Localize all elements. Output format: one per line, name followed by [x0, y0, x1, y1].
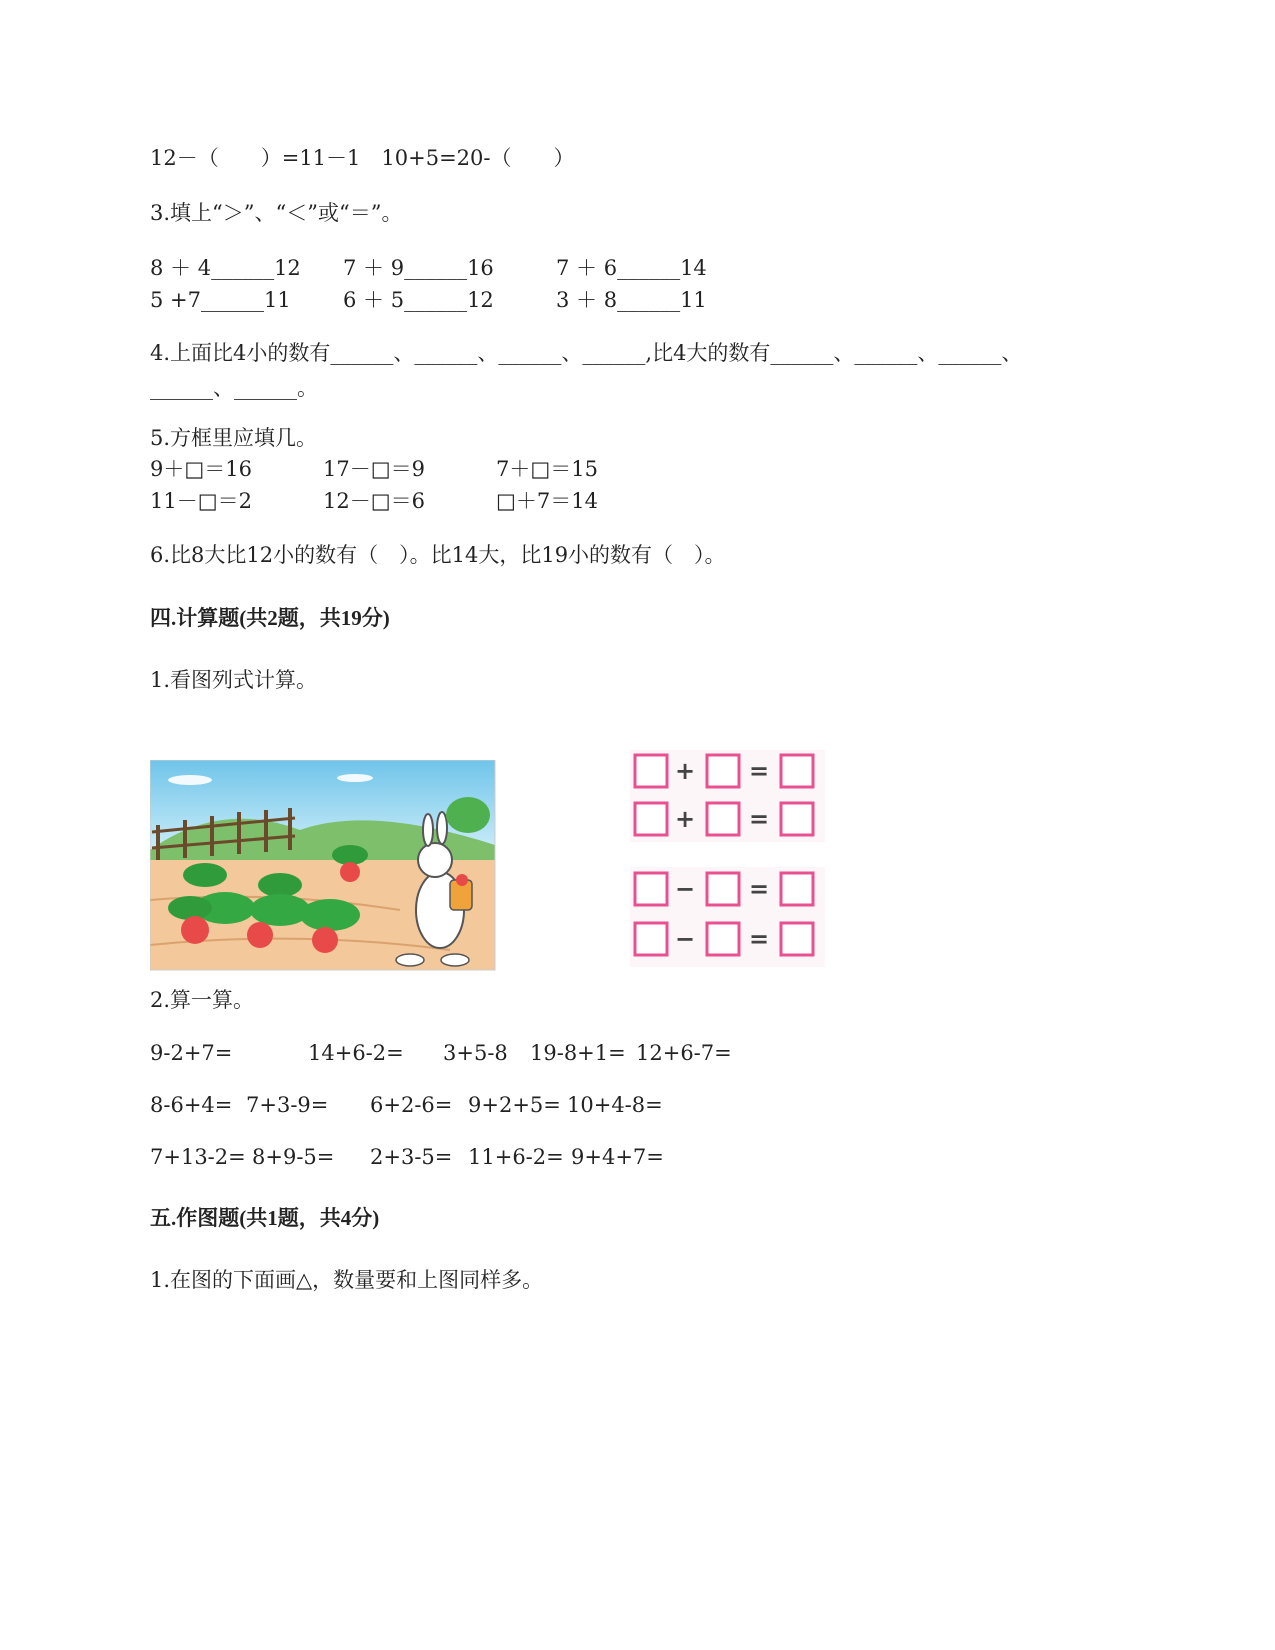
answer-box	[635, 755, 667, 787]
equation-boxes-figure	[625, 745, 840, 980]
line-top-equations: 12－（ ）=11－1 10+5=20-（ ）	[150, 146, 575, 170]
q3-item: 7 ＋ 6______14	[556, 256, 707, 280]
calc-item: 9+4+7=	[571, 1145, 664, 1169]
q5-title: 5.方框里应填几。	[150, 426, 318, 450]
operator-sign: +	[674, 757, 696, 785]
q5-item: 12－□＝6	[323, 489, 425, 513]
section5-heading: 五.作图题(共1题，共4分)	[150, 1206, 380, 1230]
answer-box	[781, 923, 813, 955]
equals-sign: =	[748, 805, 770, 833]
answer-box	[707, 873, 739, 905]
answer-box	[781, 755, 813, 787]
equals-sign: =	[748, 757, 770, 785]
q3-item: 7 ＋ 9______16	[343, 256, 494, 280]
calc-item: 6+2-6=	[370, 1093, 453, 1117]
operator-sign: +	[674, 805, 696, 833]
calc-item: 19-8+1=	[530, 1041, 626, 1065]
q5-item: □＋7＝14	[496, 489, 598, 513]
equals-sign: =	[748, 875, 770, 903]
answer-box	[707, 755, 739, 787]
q3-item: 6 ＋ 5______12	[343, 288, 494, 312]
calc-item: 9+2+5=	[468, 1093, 561, 1117]
q3-item: 3 ＋ 8______11	[556, 288, 707, 312]
answer-box	[635, 923, 667, 955]
section4-q2: 2.算一算。	[150, 988, 255, 1012]
answer-box	[781, 803, 813, 835]
q5-item: 9＋□＝16	[150, 457, 252, 481]
section4-heading: 四.计算题(共2题，共19分)	[150, 606, 390, 630]
answer-box	[707, 923, 739, 955]
calc-item: 8+9-5=	[252, 1145, 335, 1169]
answer-box	[635, 803, 667, 835]
calc-item: 9-2+7=	[150, 1041, 233, 1065]
calc-item: 3+5-8	[443, 1041, 508, 1065]
q5-item: 7＋□＝15	[496, 457, 598, 481]
answer-box	[707, 803, 739, 835]
calc-item: 2+3-5=	[370, 1145, 453, 1169]
calc-item: 7+3-9=	[246, 1093, 329, 1117]
calc-item: 7+13-2=	[150, 1145, 246, 1169]
section4-q1: 1.看图列式计算。	[150, 668, 318, 692]
q4-line2: ______、______。	[150, 376, 318, 400]
calc-item: 12+6-7=	[636, 1041, 732, 1065]
section5-q1: 1.在图的下面画△，数量要和上图同样多。	[150, 1268, 544, 1292]
calc-item: 10+4-8=	[567, 1093, 663, 1117]
answer-box	[635, 873, 667, 905]
operator-sign: −	[674, 925, 696, 953]
answer-box	[781, 873, 813, 905]
q5-item: 11－□＝2	[150, 489, 252, 513]
equals-sign: =	[748, 925, 770, 953]
q4-line1: 4.上面比4小的数有______、______、______、______,比4大的数有______、______、______、	[150, 341, 1023, 365]
q6: 6.比8大比12小的数有（ ）。比14大，比19小的数有（ ）。	[150, 543, 726, 567]
q3-item: 8 ＋ 4______12	[150, 256, 301, 280]
q5-item: 17－□＝9	[323, 457, 425, 481]
radish-rabbit-illustration	[150, 760, 500, 972]
calc-item: 11+6-2=	[468, 1145, 564, 1169]
calc-item: 14+6-2=	[308, 1041, 404, 1065]
calc-item: 8-6+4=	[150, 1093, 233, 1117]
operator-sign: −	[674, 875, 696, 903]
q3-item: 5 +7______11	[150, 288, 291, 312]
q3-title: 3.填上“＞”、“＜”或“＝”。	[150, 201, 403, 225]
